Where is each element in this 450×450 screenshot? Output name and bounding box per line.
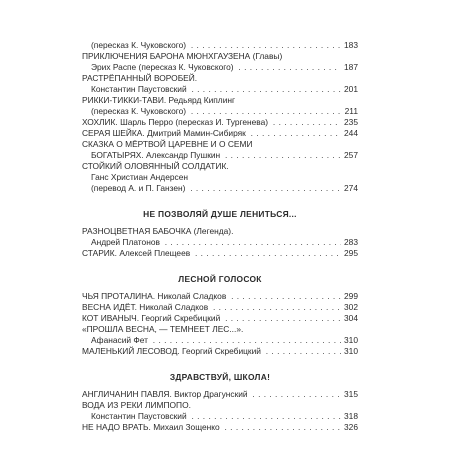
toc-entry[interactable] xyxy=(82,51,358,73)
entry-text: «ПРОШЛА ВЕСНА, — ТЕМНЕЕТ ЛЕС...». xyxy=(82,324,244,334)
entry-text: ЧЬЯ ПРОТАЛИНА. Николай Сладков xyxy=(82,291,227,301)
toc-line xyxy=(82,128,358,139)
section-heading: НЕ ПОЗВОЛЯЙ ДУШЕ ЛЕНИТЬСЯ... xyxy=(143,209,297,219)
entry-text: Афанасий Фет xyxy=(91,335,148,345)
toc-entry[interactable] xyxy=(82,302,358,313)
toc-entry[interactable] xyxy=(82,291,358,302)
entry-text: СКАЗКА О МЁРТВОЙ ЦАРЕВНЕ И О СЕМИ xyxy=(82,139,253,149)
toc-line xyxy=(82,411,358,422)
toc-line xyxy=(82,291,358,302)
toc-entry[interactable] xyxy=(82,73,358,95)
toc-line xyxy=(82,389,358,400)
page-number: 187 xyxy=(341,62,358,73)
entry-text: НЕ НАДО ВРАТЬ. Михаил Зощенко xyxy=(82,422,220,432)
entry-text: СТАРИК. Алексей Плещеев xyxy=(82,248,191,258)
toc-line xyxy=(82,62,358,73)
page-number: 299 xyxy=(341,291,358,302)
toc-line xyxy=(82,183,358,194)
page-number: 283 xyxy=(341,237,358,248)
toc-entry[interactable] xyxy=(82,40,358,51)
entry-text: Андрей Платонов xyxy=(91,237,160,247)
toc-entry[interactable] xyxy=(82,128,358,139)
entry-text: ХОХЛИК. Шарль Перро (пересказ И. Тургенева) xyxy=(82,117,269,127)
page-number: 244 xyxy=(341,128,358,139)
toc-line xyxy=(82,117,358,128)
toc-line xyxy=(82,237,358,248)
toc-line xyxy=(82,161,358,172)
toc-entry[interactable] xyxy=(82,139,358,161)
entry-text: СТОЙКИЙ ОЛОВЯННЫЙ СОЛДАТИК. xyxy=(82,161,229,171)
toc-entry[interactable] xyxy=(82,389,358,400)
toc-entry[interactable] xyxy=(82,226,358,248)
toc-line xyxy=(82,422,358,433)
page-number: 310 xyxy=(341,335,358,346)
entry-text: РИККИ-ТИККИ-ТАВИ. Редьярд Киплинг xyxy=(82,95,236,105)
page-number: 318 xyxy=(341,411,358,422)
section-heading: ЛЕСНОЙ ГОЛОСОК xyxy=(178,274,262,284)
toc-line xyxy=(82,248,358,259)
entry-text: ВОДА ИЗ РЕКИ ЛИМПОПО. xyxy=(82,400,191,410)
toc-entry[interactable] xyxy=(82,95,358,117)
toc-line xyxy=(82,335,358,346)
toc-line xyxy=(82,150,358,161)
toc-entry[interactable] xyxy=(82,400,358,422)
entry-text: ВЕСНА ИДЁТ. Николай Сладков xyxy=(82,302,209,312)
toc-entry[interactable] xyxy=(82,117,358,128)
entry-text: Константин Паустовский xyxy=(91,411,187,421)
toc-line xyxy=(82,400,358,411)
toc-line xyxy=(82,313,358,324)
page-number: 304 xyxy=(341,313,358,324)
page-number: 315 xyxy=(341,389,358,400)
page-number: 201 xyxy=(341,84,358,95)
toc-entry[interactable] xyxy=(82,324,358,346)
toc-entry[interactable] xyxy=(82,248,358,259)
section-heading: ЗДРАВСТВУЙ, ШКОЛА! xyxy=(169,372,271,382)
page-number: 326 xyxy=(341,422,358,433)
table-of-contents xyxy=(82,40,358,433)
toc-line xyxy=(82,226,358,237)
toc-line xyxy=(82,73,358,84)
toc-line xyxy=(82,95,358,106)
toc-line xyxy=(82,139,358,150)
entry-text: АНГЛИЧАНИН ПАВЛЯ. Виктор Драгунский xyxy=(82,389,248,399)
toc-line xyxy=(82,84,358,95)
entry-text: (перевод А. и П. Ганзен) xyxy=(91,183,186,193)
toc-line xyxy=(82,302,358,313)
toc-line xyxy=(82,324,358,335)
page-number: 310 xyxy=(341,346,358,357)
entry-text: (пересказ К. Чуковского) xyxy=(91,40,187,50)
entry-text: ПРИКЛЮЧЕНИЯ БАРОНА МЮНХГАУЗЕНА (Главы) xyxy=(82,51,283,61)
page-number: 302 xyxy=(341,302,358,313)
page-number: 235 xyxy=(341,117,358,128)
toc-line xyxy=(82,40,358,51)
toc-entry[interactable] xyxy=(82,313,358,324)
entry-text: РАСТРЁПАННЫЙ ВОРОБЕЙ. xyxy=(82,73,198,83)
entry-text: Ганс Христиан Андерсен xyxy=(91,172,188,182)
entry-text: КОТ ИВАНЫЧ. Георгий Скребицкий xyxy=(82,313,221,323)
page-number: 274 xyxy=(341,183,358,194)
page-number: 295 xyxy=(341,248,358,259)
entry-text: РАЗНОЦВЕТНАЯ БАБОЧКА (Легенда). xyxy=(82,226,234,236)
entry-text: БОГАТЫРЯХ. Александр Пушкин xyxy=(91,150,221,160)
toc-line xyxy=(82,346,358,357)
toc-line xyxy=(82,106,358,117)
toc-entry[interactable] xyxy=(82,161,358,194)
toc-entry[interactable] xyxy=(82,346,358,357)
toc-line xyxy=(82,172,358,183)
entry-text: Константин Паустовский xyxy=(91,84,187,94)
page-number: 183 xyxy=(341,40,358,51)
page-number: 211 xyxy=(342,106,358,117)
entry-text: (пересказ К. Чуковского) xyxy=(91,106,187,116)
entry-text: СЕРАЯ ШЕЙКА. Дмитрий Мамин-Сибиряк xyxy=(82,128,246,138)
toc-line xyxy=(82,51,358,62)
page-number: 257 xyxy=(341,150,358,161)
entry-text: МАЛЕНЬКИЙ ЛЕСОВОД. Георгий Скребицкий xyxy=(82,346,261,356)
toc-entry[interactable] xyxy=(82,422,358,433)
entry-text: Эрих Распе (пересказ К. Чуковского) xyxy=(91,62,234,72)
